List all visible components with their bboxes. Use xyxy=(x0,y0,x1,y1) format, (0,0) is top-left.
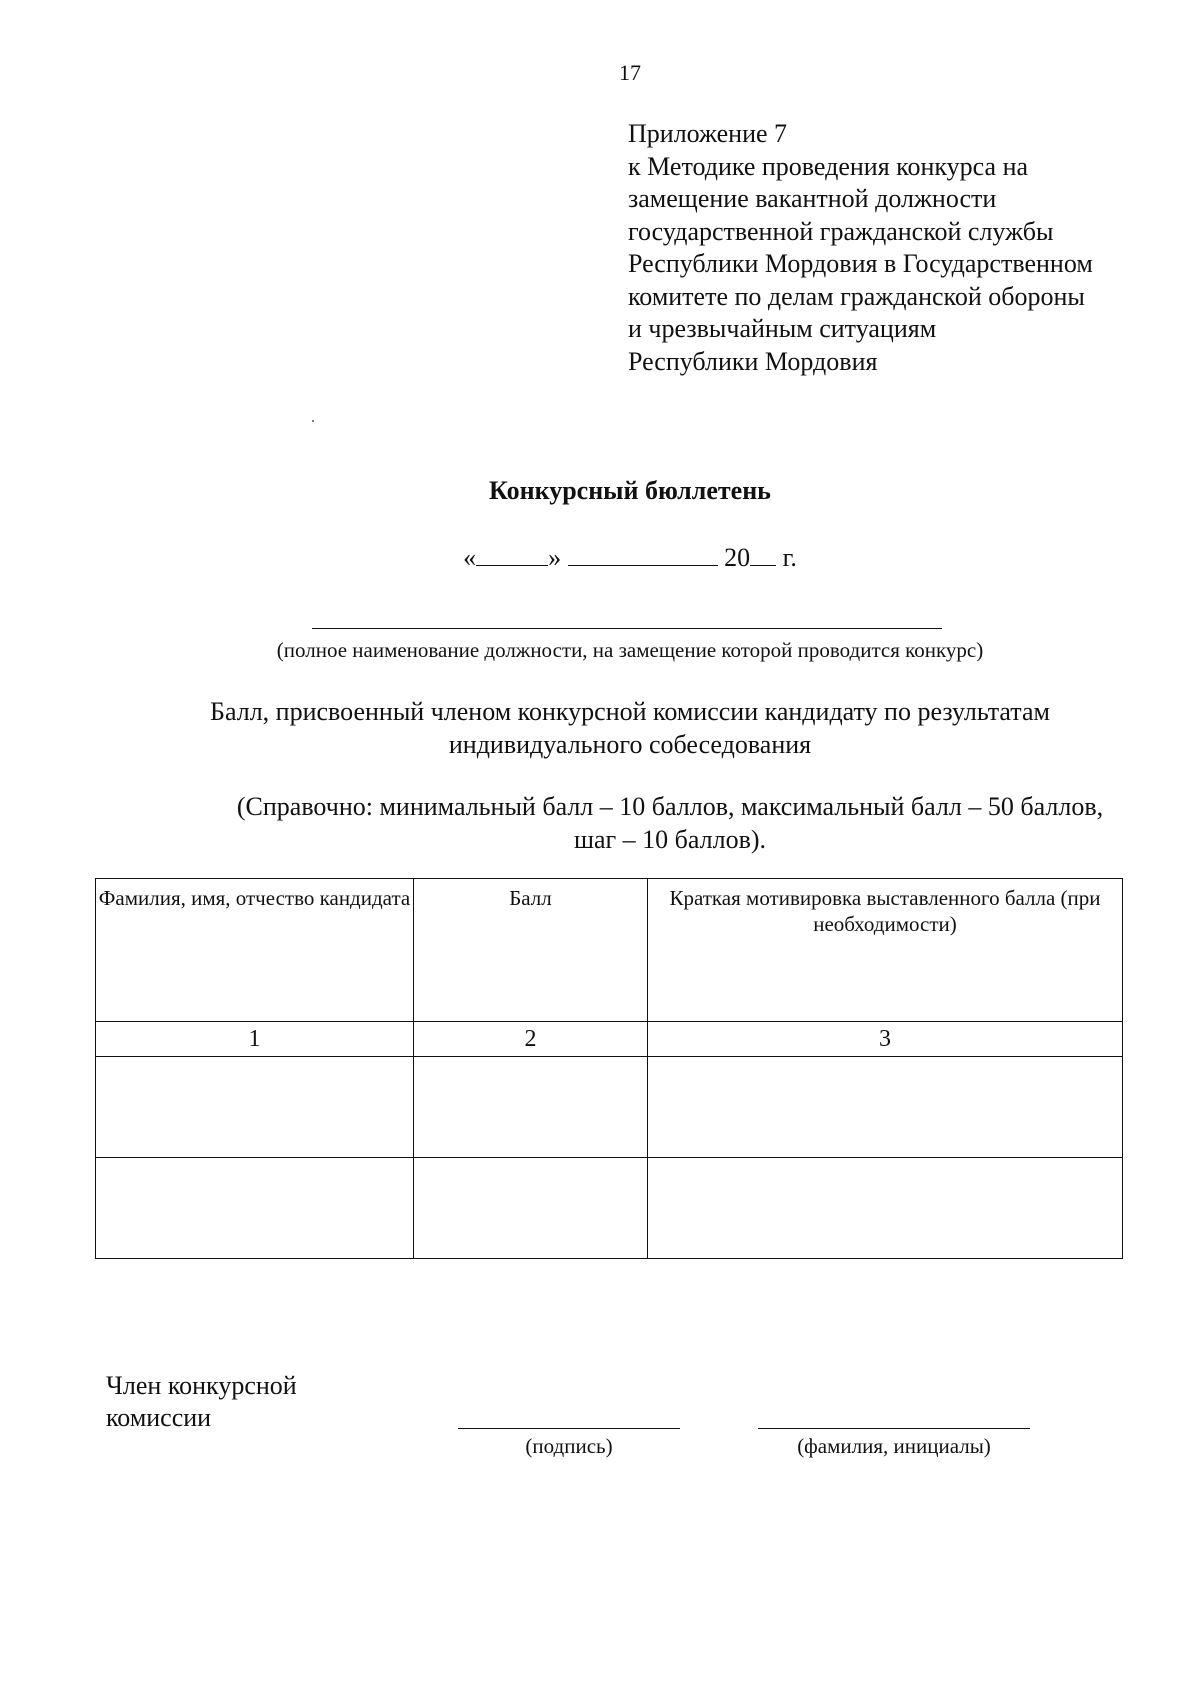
score-cell[interactable] xyxy=(414,1158,648,1259)
candidate-name-cell[interactable] xyxy=(96,1158,414,1259)
position-caption: (полное наименование должности, на замещение которой проводится конкурс) xyxy=(276,638,984,662)
reference-note xyxy=(0,790,1200,856)
name-initials-blank[interactable] xyxy=(758,1428,1030,1429)
appendix-line: и чрезвычайным ситуациям xyxy=(628,314,937,343)
document-title: Конкурсный бюллетень xyxy=(489,476,771,505)
column-number: 1 xyxy=(96,1022,414,1057)
date-close-quote: » xyxy=(548,543,562,572)
motivation-cell[interactable] xyxy=(648,1057,1123,1158)
signature-caption: (подпись) xyxy=(525,1434,613,1458)
table-row xyxy=(96,1158,1123,1259)
name-initials-caption: (фамилия, инициалы) xyxy=(797,1434,991,1458)
header-motivation: Краткая мотивировка выставленного балла (при необходимости) xyxy=(648,879,1123,1022)
appendix-line: Приложение 7 xyxy=(628,119,788,148)
candidate-name-cell[interactable] xyxy=(96,1057,414,1158)
scan-speck xyxy=(312,420,314,422)
appendix-line: Республики Мордовия в Государственном xyxy=(628,249,1093,278)
score-heading-line: индивидуального собеседования xyxy=(448,730,812,759)
date-line xyxy=(0,543,1200,573)
year-blank[interactable] xyxy=(750,543,776,566)
member-label-line: комиссии xyxy=(106,1403,212,1432)
day-blank[interactable] xyxy=(476,543,548,566)
score-heading xyxy=(0,695,1200,761)
score-cell[interactable] xyxy=(414,1057,648,1158)
appendix-line: замещение вакантной должности xyxy=(628,184,997,213)
motivation-cell[interactable] xyxy=(648,1158,1123,1259)
member-label-line: Член конкурсной xyxy=(106,1371,297,1400)
year-suffix: г. xyxy=(776,543,797,572)
column-number-row xyxy=(96,1022,1123,1057)
reference-note-line: (Справочно: минимальный балл – 10 баллов, максимальный балл – 50 баллов, xyxy=(236,792,1104,821)
year-prefix: 20 xyxy=(724,543,751,572)
header-candidate-name: Фамилия, имя, отчество кандидата xyxy=(96,879,414,1022)
ballot-table xyxy=(95,878,1123,1259)
position-name-blank[interactable] xyxy=(312,628,942,629)
appendix-header xyxy=(628,118,1093,378)
appendix-line: государственной гражданской службы xyxy=(628,216,1054,246)
page-number: 17 xyxy=(619,60,641,85)
appendix-line: Республики Мордовия xyxy=(628,346,878,376)
reference-note-line: шаг – 10 баллов). xyxy=(573,825,767,854)
appendix-line: к Методике проведения конкурса на xyxy=(628,151,1029,181)
commission-member-label xyxy=(106,1370,297,1434)
column-number: 2 xyxy=(414,1022,648,1057)
column-number: 3 xyxy=(648,1022,1123,1057)
header-score: Балл xyxy=(414,879,648,1022)
appendix-line: комитете по делам гражданской обороны xyxy=(628,281,1085,311)
month-blank[interactable] xyxy=(568,543,718,566)
date-open-quote: « xyxy=(463,543,477,572)
signature-blank[interactable] xyxy=(458,1428,680,1429)
table-row xyxy=(96,1057,1123,1158)
score-heading-line: Балл, присвоенный членом конкурсной комиссии кандидату по результатам xyxy=(210,697,1050,726)
table-header-row xyxy=(96,879,1123,1022)
